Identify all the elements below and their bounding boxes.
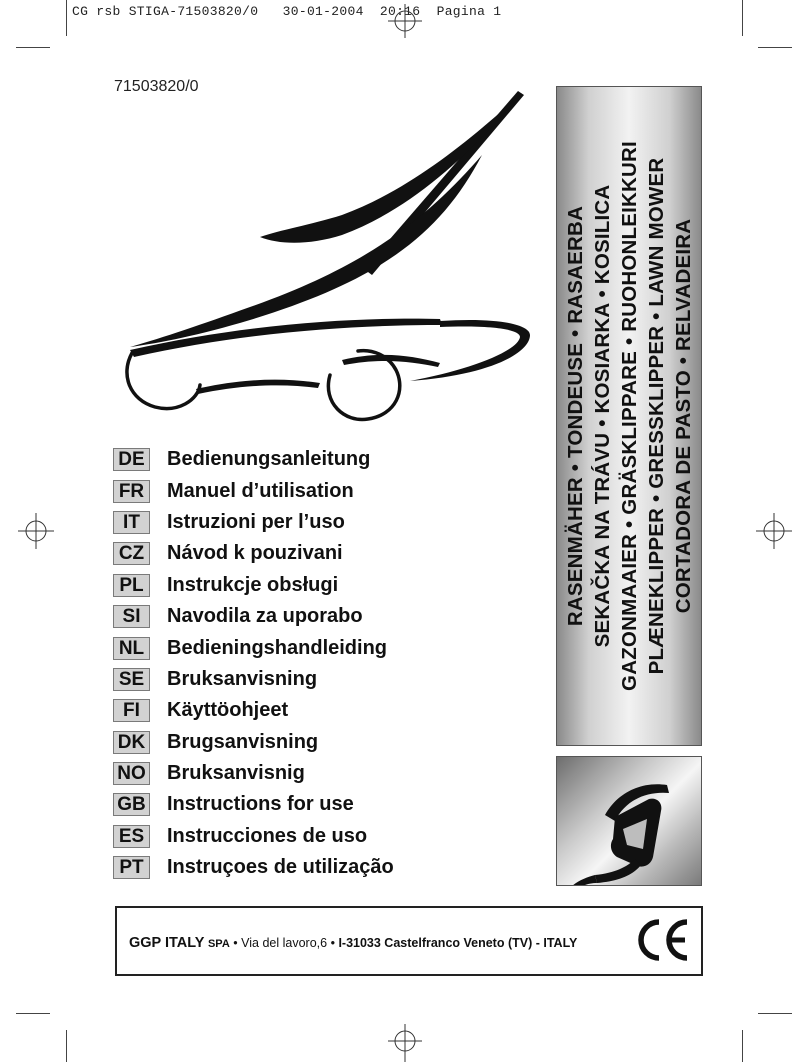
registration-mark-icon: [756, 513, 792, 549]
crop-mark: [742, 0, 743, 36]
list-item: [113, 852, 394, 883]
product-name-line: RASENMÄHER • TONDEUSE • RASAERBA: [563, 205, 587, 627]
language-code: NL: [113, 637, 150, 660]
language-title: Bedieningshandleiding: [167, 636, 388, 659]
language-code: SE: [113, 668, 150, 691]
language-title: Istruzioni per l’uso: [167, 510, 345, 533]
list-item: [113, 695, 394, 726]
language-title: Instrukcje obsługi: [167, 573, 339, 596]
company-suffix: SPA: [207, 938, 230, 950]
fuel-nozzle-icon: [557, 757, 702, 886]
language-title: Käyttöohjeet: [167, 699, 289, 722]
language-title: Bruksanvisnig: [167, 762, 305, 785]
fuel-panel: [556, 756, 702, 886]
print-file: CG rsb STIGA-71503820/0: [72, 4, 259, 19]
crop-mark: [16, 47, 50, 48]
document-number: 71503820/0: [114, 78, 199, 95]
language-title: Instrucciones de uso: [167, 824, 368, 847]
manufacturer-footer: [115, 906, 703, 976]
language-code: FR: [113, 480, 150, 503]
manufacturer-address: [129, 935, 577, 951]
product-name-panel: [556, 86, 702, 746]
language-code: FI: [113, 699, 150, 722]
language-code: IT: [113, 511, 150, 534]
registration-mark-icon: [388, 4, 422, 38]
print-page: Pagina 1: [436, 4, 502, 19]
list-item: [113, 601, 394, 632]
product-name-line: GAZONMAAIER • GRÄSKLIPPARE • RUOHONLEIKKURI: [617, 141, 641, 691]
separator: •: [233, 936, 238, 950]
language-code: PL: [113, 574, 150, 597]
product-name-line: CORTADORA DE PASTO • RELVADEIRA: [671, 218, 695, 614]
list-item: [113, 444, 394, 475]
product-name-line: SEKAČKA NA TRÁVU • KOSIARKA • KOSILICA: [590, 184, 614, 648]
list-item: [113, 475, 394, 506]
language-title: Brugsanvisning: [167, 730, 319, 753]
list-item: [113, 538, 394, 569]
registration-mark-icon: [388, 1024, 422, 1062]
language-title: Manuel d’utilisation: [167, 479, 354, 502]
list-item: [113, 570, 394, 601]
separator: •: [330, 936, 335, 950]
crop-mark: [66, 0, 67, 36]
city: I-31033 Castelfranco Veneto (TV) - ITALY: [338, 936, 578, 950]
print-date: 30-01-2004: [282, 4, 364, 19]
registration-mark-icon: [18, 513, 54, 549]
crop-mark: [66, 1030, 67, 1062]
language-code: SI: [113, 605, 150, 628]
print-header: [72, 4, 501, 19]
language-title: Bedienungsanleitung: [167, 448, 371, 471]
list-item: [113, 664, 394, 695]
language-title: Bruksanvisning: [167, 667, 318, 690]
ce-mark-icon: [633, 914, 693, 966]
language-code: NO: [113, 762, 150, 785]
language-title: Navodila za uporabo: [167, 605, 363, 628]
list-item: [113, 821, 394, 852]
list-item: [113, 507, 394, 538]
lawnmower-outline-icon: [110, 85, 540, 430]
crop-mark: [742, 1030, 743, 1062]
crop-mark: [16, 1013, 50, 1014]
print-time: 20:16: [379, 4, 421, 19]
company-name: GGP ITALY: [129, 935, 205, 951]
language-title: Instruçoes de utilização: [167, 856, 394, 879]
language-list: [113, 444, 394, 883]
list-item: [113, 789, 394, 820]
language-code: DK: [113, 731, 150, 754]
list-item: [113, 758, 394, 789]
crop-mark: [758, 47, 792, 48]
list-item: [113, 632, 394, 663]
street: Via del lavoro,6: [241, 936, 328, 950]
product-name-line: PLÆNEKLIPPER • GRESSKLIPPER • LAWN MOWER: [644, 157, 668, 675]
language-code: DE: [113, 448, 150, 471]
language-code: CZ: [113, 542, 150, 565]
language-title: Návod k pouzivani: [167, 542, 343, 565]
language-code: PT: [113, 856, 150, 879]
product-name-text: [556, 86, 702, 746]
language-code: ES: [113, 825, 150, 848]
language-code: GB: [113, 793, 150, 816]
language-title: Instructions for use: [167, 793, 354, 816]
list-item: [113, 727, 394, 758]
crop-mark: [758, 1013, 792, 1014]
